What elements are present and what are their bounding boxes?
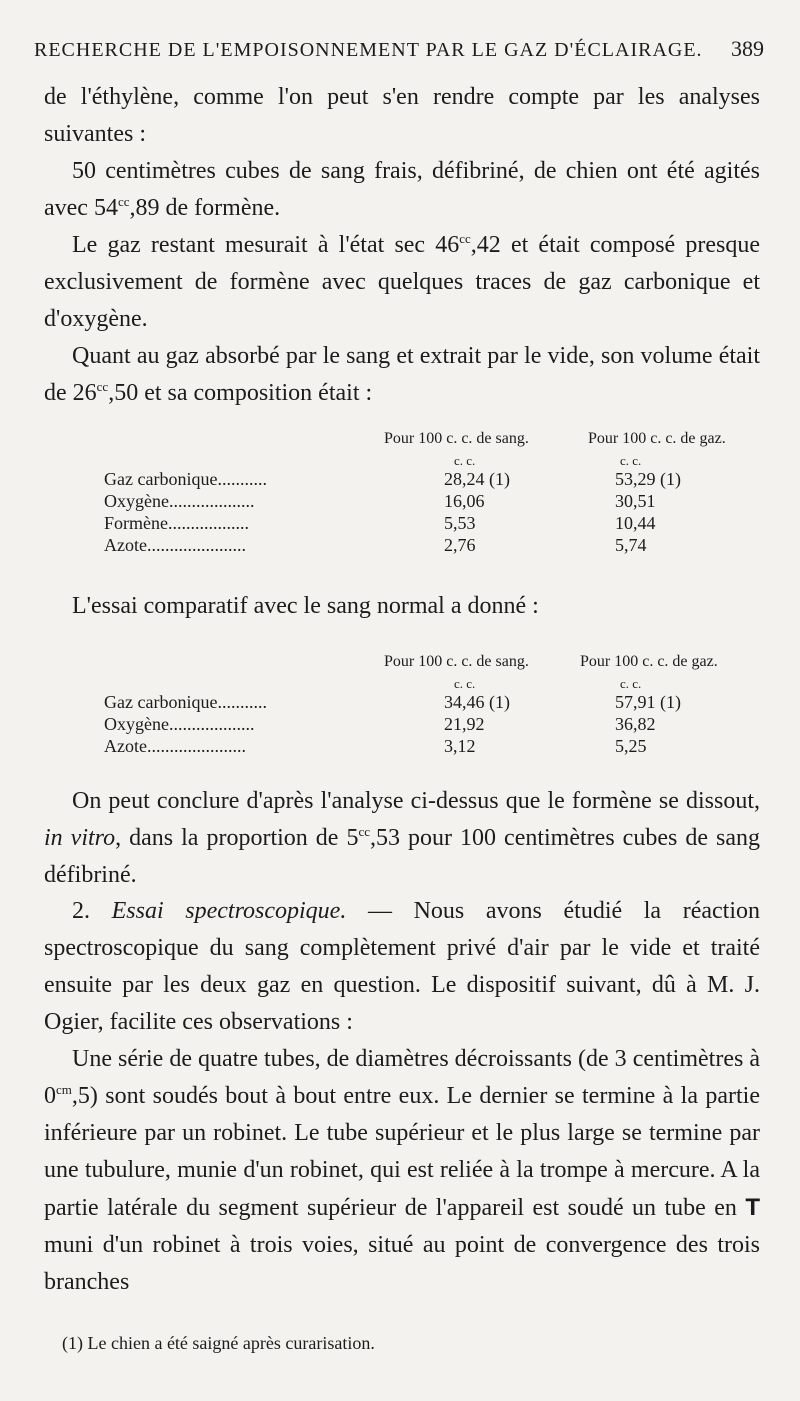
p6-text-a: On peut conclure d'après l'analyse ci-dessus que le formène se dissout, — [72, 788, 760, 814]
row-label: Oxygène................... — [104, 491, 255, 511]
p6-text-b: , dans la proportion de 5 — [115, 825, 359, 851]
value-sang: 34,46 (1) — [444, 692, 510, 712]
paragraph-3 — [44, 227, 760, 338]
p2-sup: cc — [117, 194, 130, 209]
paragraph-1: de l'éthylène, comme l'on peut s'en rendre compte par les analyses suivantes : — [44, 84, 760, 147]
footnote: (1) Le chien a été saigné après curarisation. — [62, 1333, 375, 1353]
paragraph-2 — [44, 153, 760, 227]
value-gaz: 5,25 — [615, 736, 647, 756]
col-header-gaz: Pour 100 c. c. de gaz. — [580, 653, 718, 670]
table-row — [104, 512, 764, 534]
value-gaz: 30,51 — [615, 491, 656, 511]
value-gaz: 57,91 (1) — [615, 692, 681, 712]
unit-sang: c. c. — [454, 453, 476, 468]
t-letter: T — [745, 1194, 760, 1221]
table-row — [104, 713, 764, 735]
col-header-gaz: Pour 100 c. c. de gaz. — [588, 430, 726, 447]
p8-text-b: ,5) sont soudés bout à bout entre eux. Le dernier se termine à la partie inférieure par un robinet. Le tube supérieur et le plus large se termine par une tubulure, munie d'un robinet, qui est reliée à la trompe à mercure. A la partie latérale du segment supérieur de l'appareil est soudé un tube en — [44, 1083, 760, 1221]
table-row — [104, 735, 764, 757]
value-sang: 28,24 (1) — [444, 469, 510, 489]
value-sang: 16,06 — [444, 491, 485, 511]
row-label: Gaz carbonique........... — [104, 692, 267, 712]
table-row — [104, 490, 764, 512]
table-row — [104, 468, 764, 490]
row-label: Azote...................... — [104, 535, 246, 555]
p3-sup: cc — [459, 231, 471, 246]
paragraph-8 — [44, 1041, 760, 1301]
value-sang: 5,53 — [444, 513, 476, 533]
p4-sup: cc — [96, 379, 109, 394]
unit-row — [104, 673, 764, 691]
running-title: RECHERCHE DE L'EMPOISONNEMENT PAR LE GAZ D'ÉCLAIRAGE. — [34, 39, 703, 61]
p8-text-a: Une série de quatre tubes, de diamètres décroissants (de 3 centimètres à 0 — [44, 1046, 760, 1109]
p2-text-b: ,89 de formène. — [129, 195, 281, 221]
p6-sup: cc — [358, 824, 371, 839]
page-number: 389 — [731, 36, 764, 61]
row-label: Formène.................. — [104, 513, 249, 533]
table-row — [104, 534, 764, 556]
unit-gaz: c. c. — [620, 676, 642, 691]
row-label: Azote...................... — [104, 736, 246, 756]
p3-text-b: ,42 et était composé presque exclusivement de formène avec quelques traces de gaz carbonique et d'oxygène. — [44, 232, 760, 332]
unit-row — [104, 450, 764, 468]
table-row — [104, 691, 764, 713]
value-gaz: 5,74 — [615, 535, 647, 555]
p7-text-a: 2. — [72, 898, 112, 924]
gas-table-2 — [104, 651, 764, 757]
value-gaz: 53,29 (1) — [615, 469, 681, 489]
value-sang: 3,12 — [444, 736, 476, 756]
paragraph-7 — [44, 893, 760, 1041]
p4-text-b: ,50 et sa composition était : — [108, 380, 373, 406]
value-gaz: 36,82 — [615, 714, 656, 734]
row-label: Oxygène................... — [104, 714, 255, 734]
value-gaz: 10,44 — [615, 513, 656, 533]
paragraph-6 — [44, 783, 760, 894]
row-label: Gaz carbonique........... — [104, 469, 267, 489]
p2-text-a: 50 centimètres cubes de sang frais, défibriné, de chien ont été agités avec 54 — [44, 158, 760, 221]
p4-text-a: Quant au gaz absorbé par le sang et extrait par le vide, son volume était de 26 — [44, 343, 760, 406]
gas-table-1 — [104, 428, 764, 556]
p7-text-b: — Nous avons étudié la réaction spectroscopique du sang complètement privé d'air par le vide et traité ensuite par les deux gaz en question. Le dispositif suivant, dû à M. J. Ogier, facilite ces observations : — [44, 898, 760, 1035]
p8-text-c: muni d'un robinet à trois voies, situé au point de convergence des trois branches — [44, 1232, 760, 1295]
p6-italic: in vitro — [44, 825, 116, 851]
table-header — [104, 428, 764, 450]
p7-italic: Essai spectroscopique. — [111, 898, 347, 924]
p6-text-c: ,53 pour 100 centimètres cubes de sang défibriné. — [44, 825, 760, 888]
p3-text-a: Le gaz restant mesurait à l'état sec 46 — [72, 232, 460, 258]
table-header — [104, 651, 764, 673]
col-header-sang: Pour 100 c. c. de sang. — [384, 653, 529, 670]
unit-gaz: c. c. — [620, 453, 642, 468]
col-header-sang: Pour 100 c. c. de sang. — [384, 430, 529, 447]
value-sang: 2,76 — [444, 535, 476, 555]
paragraph-4 — [44, 338, 760, 412]
value-sang: 21,92 — [444, 714, 485, 734]
unit-sang: c. c. — [454, 676, 476, 691]
p8-sup: cm — [56, 1082, 72, 1097]
paragraph-5: L'essai comparatif avec le sang normal a donné : — [72, 593, 539, 619]
running-header — [34, 36, 764, 62]
